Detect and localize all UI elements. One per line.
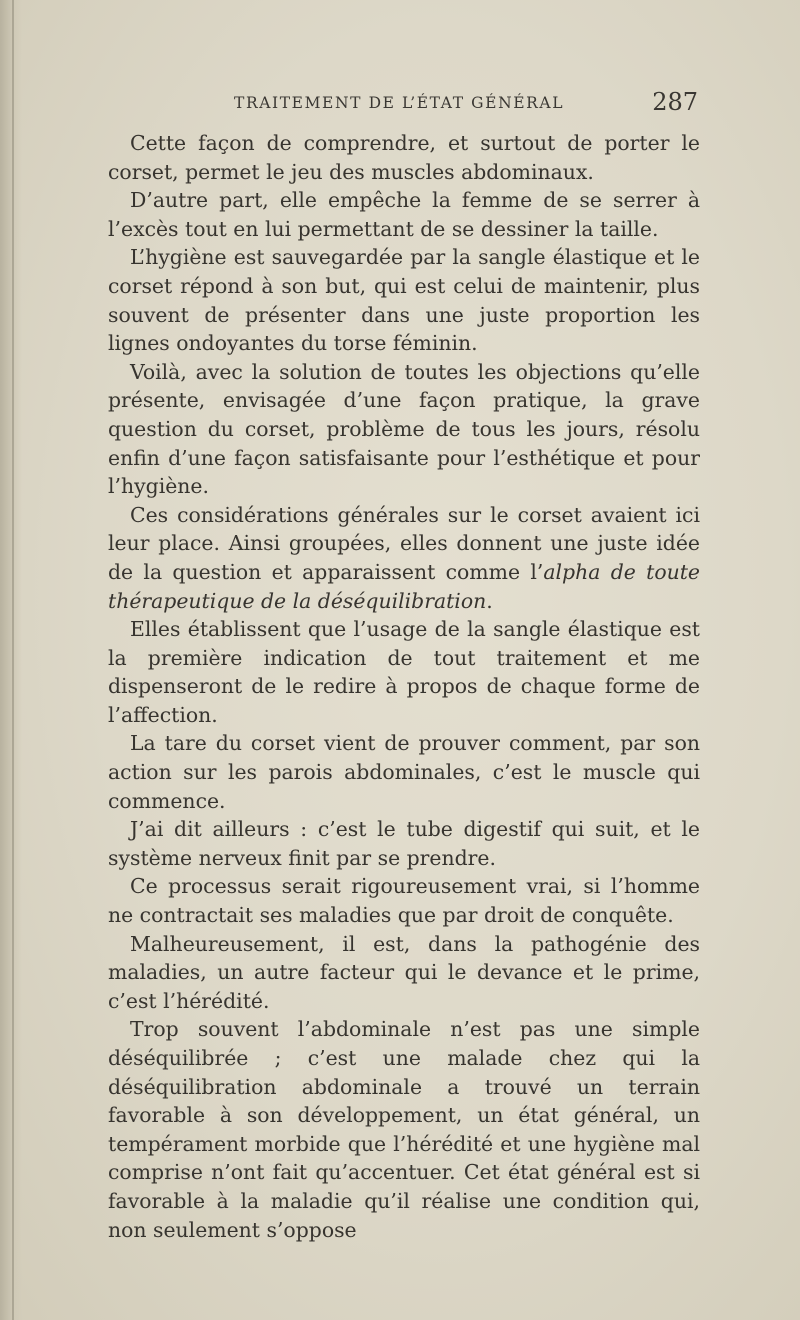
paragraph-5-text: Ces considérations générales sur le corset avaient ici leur place. Ainsi groupées, elles donnent une juste idée de la question et apparaissent comme l’ [108, 502, 700, 584]
paragraph-6: Elles établissent que l’usage de la sangle élastique est la première indication de tout traitement et me dispenseront de le redire à propos de chaque forme de l’affection. [108, 617, 700, 727]
paragraph-9: Ce processus serait rigoureusement vrai, si l’homme ne contractait ses maladies que par droit de conquête. [108, 874, 700, 928]
paragraph-2: D’autre part, elle empêche la femme de se serrer à l’excès tout en lui permettant de se dessiner la taille. [108, 188, 700, 241]
body-text [108, 129, 700, 1244]
paragraph-3: L’hygiène est sauvegardée par la sangle élastique et le corset répond à son but, qui est celui de maintenir, plus souvent de présenter dans une juste proportion les lignes ondoyantes du torse féminin. [108, 245, 700, 356]
book-spine-shadow [0, 0, 22, 1320]
paragraph-4: Voilà, avec la solution de toutes les objections qu’elle présente, envisagée d’une façon pratique, la grave question du corset, problème de tous les jours, résolu enfin d’une façon satisfaisante pour l’esthétique et pour l’hygiène. [108, 359, 700, 499]
page-number: 287 [652, 88, 698, 116]
paragraph-8: J’ai dit ailleurs : c’est le tube digestif qui suit, et le système nerveux finit par se prendre. [108, 817, 700, 870]
paragraph-10: Malheureusement, il est, dans la pathogénie des maladies, un autre facteur qui le devance et le prime, c’est l’hérédité. [108, 931, 700, 1013]
running-title: TRAITEMENT DE L’ÉTAT GÉNÉRAL [234, 94, 565, 112]
paragraph-1: Cette façon de comprendre, et surtout de porter le corset, permet le jeu des muscles abdominaux. [108, 131, 700, 184]
book-gutter-line [12, 0, 14, 1320]
page-header [108, 88, 700, 118]
paragraph-11: Trop souvent l’abdominale n’est pas une simple déséquilibrée ; c’est une malade chez qui la déséquilibration abdominale a trouvé un terrain favorable à son développement, un état général, un tempérament morbide que l’hérédité et une hygiène mal comprise n’ont fait qu’accentuer. Cet état général est si favorable à la maladie qu’il réalise une condition qui, non seulement s’oppose [108, 1017, 700, 1242]
paragraph-5-end: . [486, 588, 493, 613]
paragraph-5 [108, 501, 700, 615]
paragraph-5-italic-phrase: alpha de toute thérapeutique de la déséquilibration [108, 559, 700, 613]
paragraph-7: La tare du corset vient de prouver comment, par son action sur les parois abdominales, c’est le muscle qui commence. [108, 731, 700, 813]
